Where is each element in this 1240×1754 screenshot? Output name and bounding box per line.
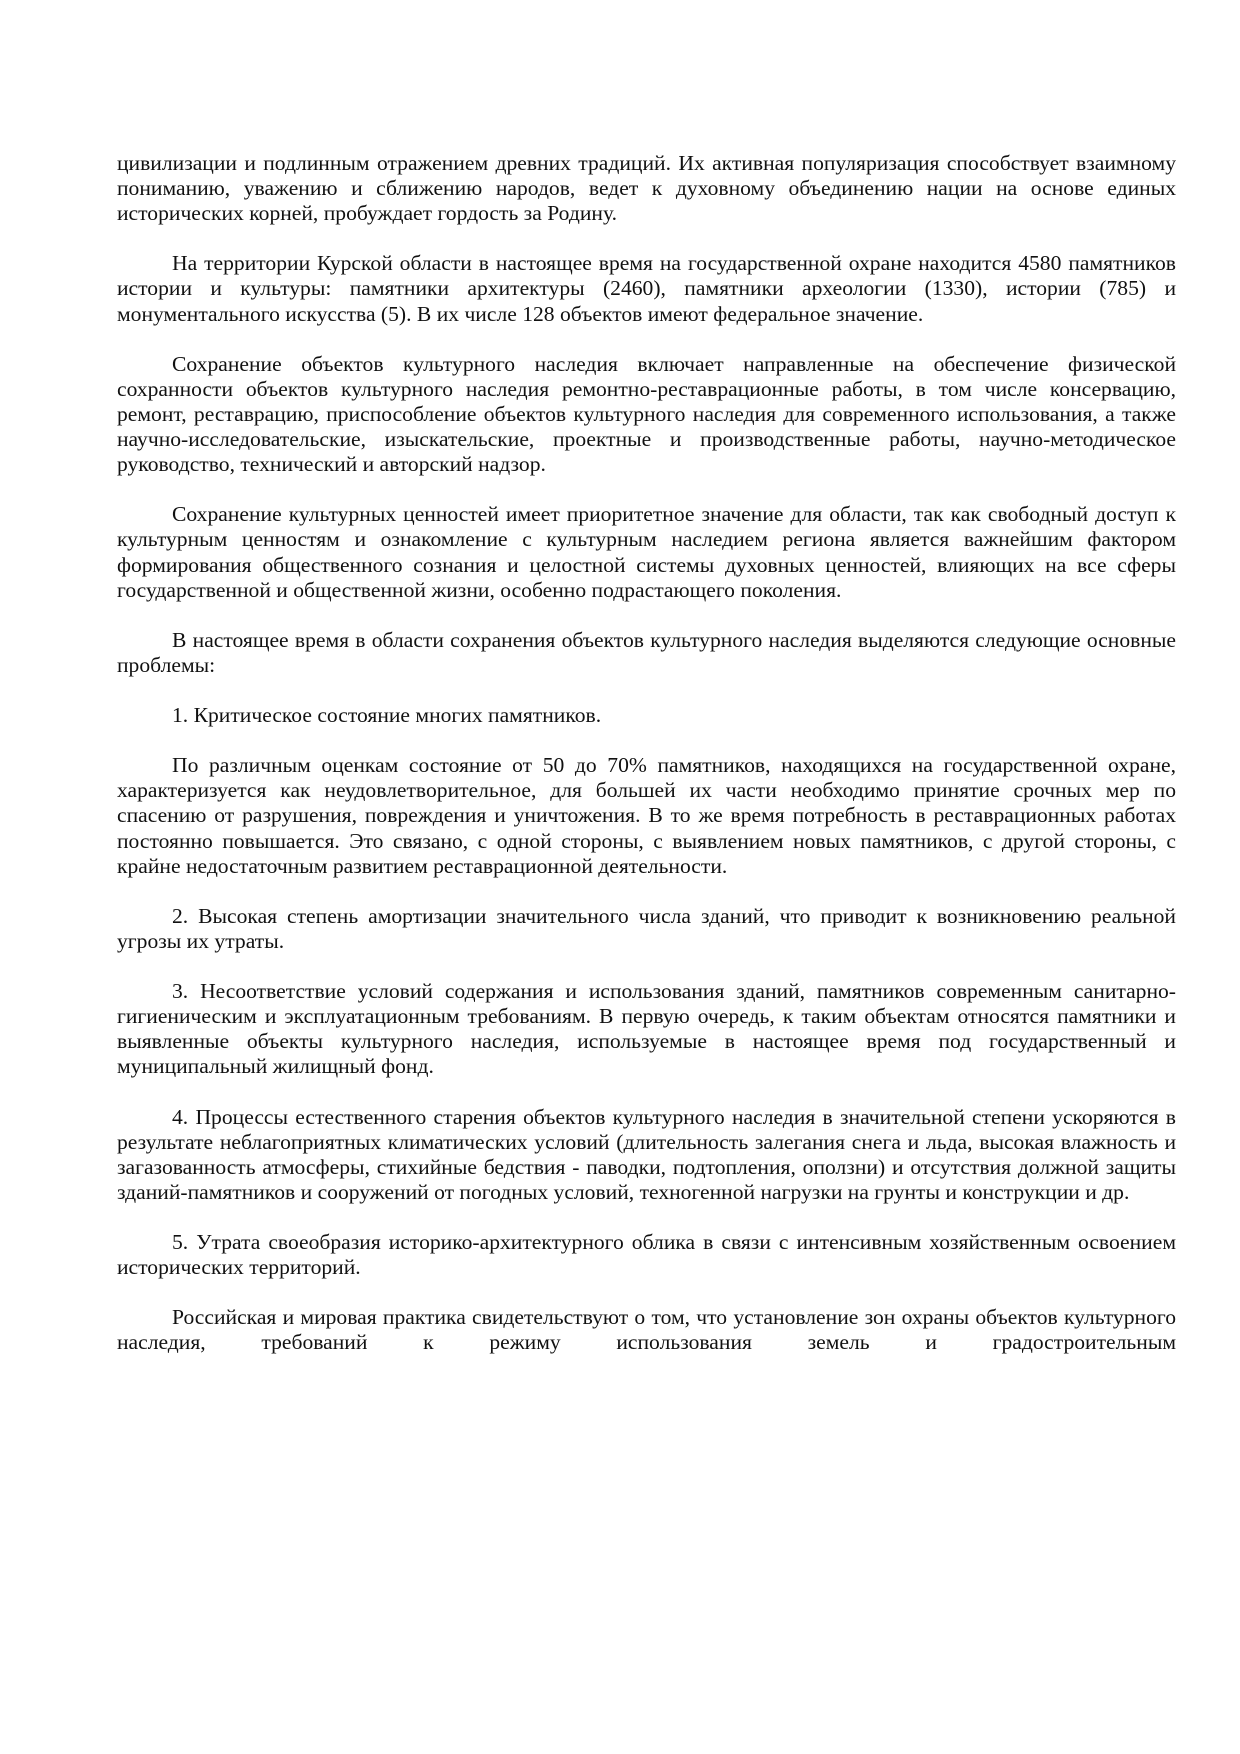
list-item-problem-5: 5. Утрата своеобразия историко-архитектурного облика в связи с интенсивным хозяйственным освоением исторических территорий. [117,1230,1176,1280]
list-item-problem-4: 4. Процессы естественного старения объектов культурного наследия в значительной степени ускоряются в результате неблагоприятных климатических условий (длительность залегания снега и льда, высокая влажность и загазованность атмосферы, стихийные бедствия - паводки, подтопления, оползни) и отсутствия должной защиты зданий-памятников и сооружений от погодных условий, техногенной нагрузки на грунты и конструкции и др. [117,1104,1176,1204]
list-item-problem-3: 3. Несоответствие условий содержания и использования зданий, памятников современным санитарно-гигиеническим и эксплуатационным требованиям. В первую очередь, к таким объектам относятся памятники и выявленные объекты культурного наследия, используемые в настоящее время под государственный и муниципальный жилищный фонд. [117,979,1176,1079]
paragraph-continuation: цивилизации и подлинным отражением древних традиций. Их активная популяризация способствует взаимному пониманию, уважению и сближению народов, ведет к духовному объединению нации на основе единых исторических корней, пробуждает гордость за Родину. [117,151,1176,226]
paragraph-priority: Сохранение культурных ценностей имеет приоритетное значение для области, так как свободный доступ к культурным ценностям и ознакомление с культурным наследием региона является важнейшим фактором формирования общественного сознания и целостной системы духовных ценностей, влияющих на все сферы государственной и общественной жизни, особенно подрастающего поколения. [117,502,1176,602]
paragraph-preservation-definition: Сохранение объектов культурного наследия включает направленные на обеспечение физической сохранности объектов культурного наследия ремонтно-реставрационные работы, в том числе консервацию, ремонт, реставрацию, приспособление объектов культурного наследия для современного использования, а также научно-исследовательские, изыскательские, проектные и производственные работы, научно-методическое руководство, технический и авторский надзор. [117,351,1176,477]
paragraph-problems-intro: В настоящее время в области сохранения объектов культурного наследия выделяются следующие основные проблемы: [117,627,1176,677]
document-page [117,151,1176,1381]
paragraph-problem-1-detail: По различным оценкам состояние от 50 до 70% памятников, находящихся на государственной охране, характеризуется как неудовлетворительное, для большей их части необходимо принятие срочных мер по спасению от разрушения, повреждения и уничтожения. В то же время потребность в реставрационных работах постоянно повышается. Это связано, с одной стороны, с выявлением новых памятников, с другой стороны, с крайне недостаточным развитием реставрационной деятельности. [117,753,1176,878]
list-item-problem-2: 2. Высокая степень амортизации значительного числа зданий, что приводит к возникновению реальной угрозы их утраты. [117,903,1176,953]
paragraph-monuments-count: На территории Курской области в настоящее время на государственной охране находится 4580 памятников истории и культуры: памятники архитектуры (2460), памятники археологии (1330), истории (785) и монументального искусства (5). В их числе 128 объектов имеют федеральное значение. [117,251,1176,326]
list-item-problem-1: 1. Критическое состояние многих памятников. [172,703,602,728]
paragraph-practice: Российская и мировая практика свидетельствуют о том, что установление зон охраны объектов культурного наследия, требований к режиму использования земель и градостроительным [117,1305,1176,1355]
